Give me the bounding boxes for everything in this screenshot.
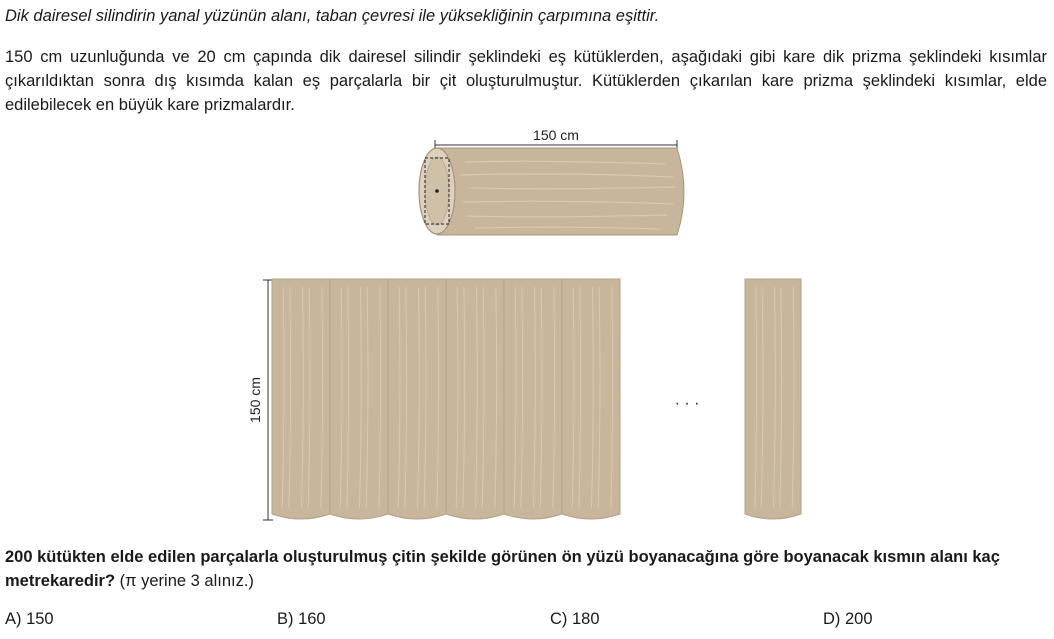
question-hint: (π yerine 3 alınız.) xyxy=(119,572,254,590)
fence-plank-6 xyxy=(562,279,620,519)
log-length-label: 150 cm xyxy=(533,127,579,143)
log-figure xyxy=(405,120,705,245)
question-text: 200 kütükten elde edilen parçalarla oluşturulmuş çitin şekilde görünen ön yüzü boyanacağına göre boyanacak kısmın alanı kaç metrekaredir? xyxy=(5,548,1000,590)
fence-plank-3 xyxy=(388,279,446,519)
fence-plank-2 xyxy=(330,279,388,519)
fence-plank-last xyxy=(745,279,801,519)
fence-height-label: 150 cm xyxy=(247,377,263,423)
fence-plank-1 xyxy=(272,279,330,519)
choice-c[interactable]: C) 180 xyxy=(550,610,600,628)
fence-figure xyxy=(240,270,820,530)
answer-choices xyxy=(5,610,1050,636)
question xyxy=(5,545,1050,593)
choice-b[interactable]: B) 160 xyxy=(277,610,326,628)
fence-plank-5 xyxy=(504,279,562,519)
choice-d[interactable]: D) 200 xyxy=(823,610,873,628)
ellipsis: · · · xyxy=(674,395,700,412)
choice-a[interactable]: A) 150 xyxy=(5,610,54,628)
info-note: Dik dairesel silindirin yanal yüzünün alanı, taban çevresi ile yüksekliğinin çarpımına eşittir. xyxy=(5,7,660,25)
problem-statement: 150 cm uzunluğunda ve 20 cm çapında dik dairesel silindir şeklindeki eş kütüklerden, aşağıdaki gibi kare dik prizma şeklindeki kısımlar çıkarıldıktan sonra dış kısımda kalan eş parçalarla bir çit oluşturulmuştur. Kütüklerden çıkarılan kare prizma şeklindeki kısımlar, elde edilebilecek en büyük kare prizmalardır. xyxy=(5,48,1047,114)
fence-plank-4 xyxy=(446,279,504,519)
